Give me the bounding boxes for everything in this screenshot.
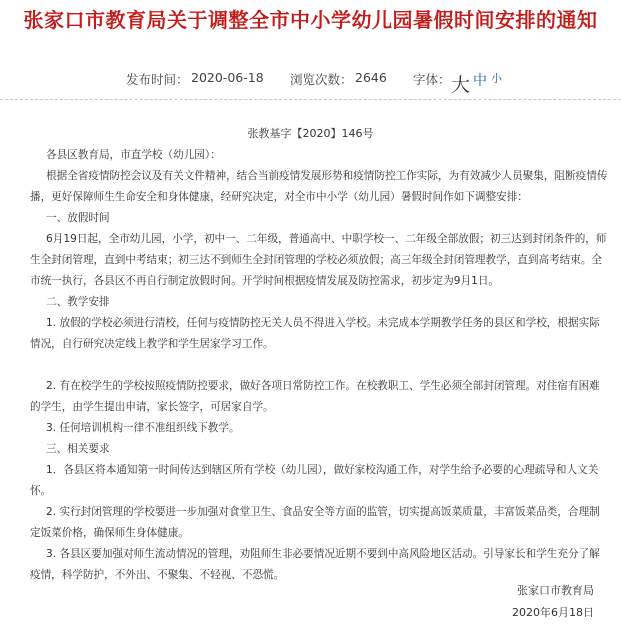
- font-size-small-button[interactable]: 小: [491, 72, 502, 85]
- views-label: 浏览次数：: [290, 72, 353, 87]
- publish-label: 发布时间：: [126, 72, 189, 87]
- section-2-item-2: 2. 有在校学生的学校按照疫情防控要求，做好各项日常防控工作。在校教职工、学生必须全部封闭管理。对住宿有困难的学生，由学生提出申请，家长签字，可居家自学。: [30, 380, 600, 413]
- signer: 张家口市教育局: [517, 584, 594, 597]
- article-title: 张家口市教育局关于调整全市中小学幼儿园暑假时间安排的通知: [23, 8, 598, 32]
- document-number: 张教基字【2020】146号: [247, 127, 374, 140]
- article-meta: [0, 70, 621, 96]
- document-body: [30, 145, 610, 355]
- font-size-label: 字体：: [413, 72, 451, 87]
- section-3-item-2: 2. 实行封闭管理的学校要进一步加强对食堂卫生、食品安全等方面的监管，切实提高饭菜质量，丰富饭菜品类，合理制定饭菜价格，确保师生身体健康。: [30, 506, 600, 539]
- intro-paragraph: 根据全省疫情防控会议及有关文件精神，结合当前疫情发展形势和疫情防控工作实际，为有效减少人员聚集，阻断疫情传播，更好保障师生生命安全和身体健康，经研究决定，对全市中小学（幼儿园）暑假时间作如下调整安排：: [30, 170, 608, 203]
- publish-date: 2020-06-18: [191, 70, 264, 85]
- section-1-body: 6月19日起，全市幼儿园，小学，初中一、二年级，普通高中、中职学校一、二年级全部放假；初三达到封闭条件的，师生全封闭管理，直到中考结束；初三达不到师生全封闭管理的学校必须放假；高三年级全封闭管理教学，直到高考结束。全市统一执行，各县区不再自行制定放假时间。开学时间根据疫情发展及防控需求，初步定为9月1日。: [30, 233, 607, 287]
- font-size-medium-button[interactable]: 中: [473, 73, 487, 89]
- section-3-title: 三、相关要求: [46, 443, 110, 455]
- section-3-item-3: 3. 各县区要加强对师生流动情况的管理，劝阻师生非必要情况近期不要到中高风险地区活动。引导家长和学生充分了解疫情，科学防护，不外出、不聚集、不轻视、不恐慌。: [30, 548, 600, 581]
- section-1-title: 一、放假时间: [46, 212, 110, 224]
- views-count: 2646: [355, 70, 387, 85]
- document-body-continued: [30, 376, 610, 586]
- section-2-item-3: 3. 任何培训机构一律不准组织线下教学。: [46, 422, 240, 434]
- section-2-title: 二、教学安排: [46, 296, 110, 308]
- header-divider: [0, 99, 621, 100]
- salutation: 各县区教育局，市直学校（幼儿园）：: [46, 149, 221, 161]
- section-3-item-1: 1．各县区将本通知第一时间传达到辖区所有学校（幼儿园），做好家校沟通工作，对学生给予必要的心理疏导和人文关怀。: [30, 464, 599, 497]
- font-size-large-button[interactable]: 大: [451, 74, 471, 96]
- sign-date: 2020年6月18日: [512, 606, 594, 619]
- section-2-item-1: 1. 放假的学校必须进行清校，任何与疫情防控无关人员不得进入学校。未完成本学期教学任务的县区和学校，根据实际情况，自行研究决定线上教学和学生居家学习工作。: [30, 317, 600, 350]
